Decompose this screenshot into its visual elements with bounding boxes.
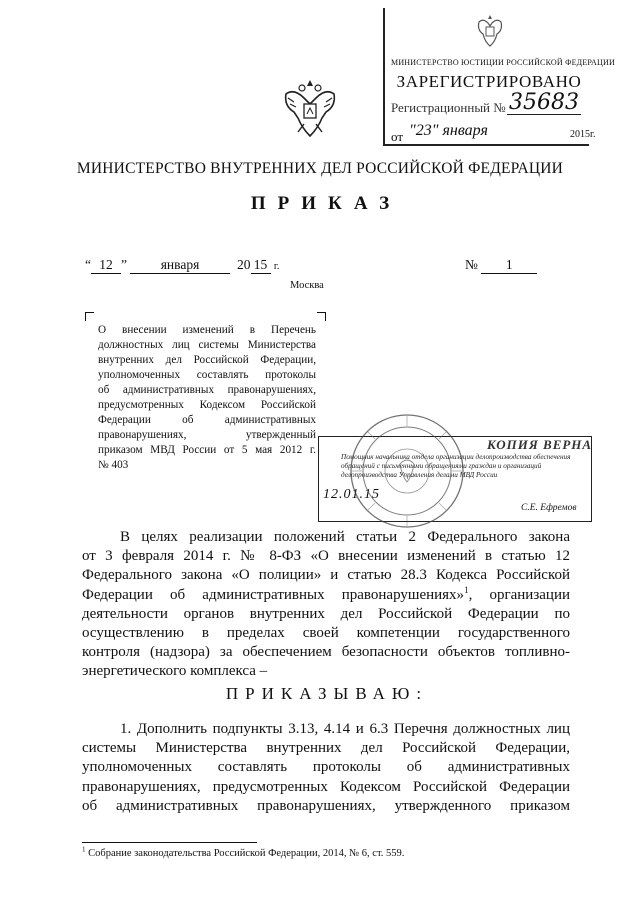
close-quote: ” <box>121 257 127 272</box>
year-prefix: 20 <box>237 257 251 272</box>
registration-stamp <box>383 8 615 146</box>
item-line: системы Министерства внутренних дел Российской Федерации, <box>82 740 570 757</box>
subject-line: внутренних дел Российской Федерации, <box>98 354 316 366</box>
subject-line: об административных правонарушениях, <box>98 384 316 396</box>
registration-number: 35683 <box>509 90 579 115</box>
registration-year: 2015г. <box>570 129 596 140</box>
day-value: 12 <box>91 257 121 274</box>
registration-ministry: МИНИСТЕРСТВО ЮСТИЦИИ РОССИЙСКОЙ ФЕДЕРАЦИИ <box>391 58 615 67</box>
subject-line: О внесении изменений в Перечень <box>98 324 316 336</box>
year-unit: г. <box>273 261 280 272</box>
order-month <box>130 257 230 274</box>
copy-stamp-signatory: С.Е. Ефремов <box>521 503 577 513</box>
registration-number-label: Регистрационный № <box>391 100 506 115</box>
registration-date-prefix: от <box>391 129 404 144</box>
item-line: 1. Дополнить подпункты 3.13, 4.14 и 6.3 Перечня должностных лиц <box>120 721 570 737</box>
footnote-divider <box>82 842 257 843</box>
preamble-line: деятельности органов внутренних дел Российской Федерации по <box>82 605 570 622</box>
subject-corner-right <box>317 312 326 321</box>
copy-stamp-text: Помощник начальника отдела организации делопроизводства обеспечения обращений с письменными обращениями граждан и организаций делопроизводства Управления делами МВД России <box>341 453 571 479</box>
subject-line: приказом МВД России от 5 мая 2012 г. <box>98 444 316 456</box>
open-quote: “ <box>85 257 91 272</box>
preamble-line: осуществлению в пределах своей компетенции государственного <box>82 625 570 642</box>
preamble-line: от 3 февраля 2014 г. № 8-ФЗ «О внесении изменений в статью 12 <box>82 548 570 565</box>
footnote <box>82 845 405 859</box>
round-seal-icon <box>348 412 466 530</box>
preamble-line: энергетического комплекса – <box>82 663 268 680</box>
year-suffix: 15 <box>251 257 271 274</box>
subject-line: уполномоченных составлять протоколы <box>98 369 316 381</box>
number-value: 1 <box>481 257 537 274</box>
order-number <box>465 257 537 274</box>
order-day <box>85 257 127 274</box>
subject-line: правонарушениях, утвержденный <box>98 429 316 441</box>
item-line: уполномоченных составлять протоколы об административных <box>82 759 570 776</box>
item-line: правонарушениях, предусмотренных Кодексом Российской Федерации <box>82 778 570 795</box>
ministry-emblem-icon <box>473 12 507 50</box>
subject-corner-left <box>85 312 94 321</box>
preamble-line: В целях реализации положений статьи 2 Федерального закона <box>120 529 570 545</box>
copy-stamp-date: 12.01.15 <box>323 487 380 502</box>
preamble-line-tail: , организации <box>468 586 570 603</box>
footnote-ref[interactable]: 1 <box>464 584 469 595</box>
preamble-line: контроля (надзора) за обеспечением безопасности объектов топливно- <box>82 644 570 661</box>
month-value: января <box>130 257 230 274</box>
preamble-line <box>82 586 570 605</box>
order-item-1 <box>82 720 570 816</box>
order-subject <box>98 323 316 473</box>
subject-line: Федерации об административных <box>98 414 316 426</box>
ministry-heading: МИНИСТЕРСТВО ВНУТРЕННИХ ДЕЛ РОССИЙСКОЙ ФЕДЕРАЦИИ <box>76 160 564 177</box>
subject-line: № 403 <box>98 459 129 471</box>
subject-line: должностных лиц системы Министерства <box>98 339 316 351</box>
registration-date: "23" января <box>409 122 488 139</box>
registration-status: ЗАРЕГИСТРИРОВАНО <box>396 72 582 91</box>
footnote-marker: 1 <box>82 845 86 854</box>
document-title: ПРИКАЗ <box>250 193 402 214</box>
item-line: об административных правонарушениях, утвержденного приказом <box>82 797 570 814</box>
order-year <box>237 257 279 274</box>
orders-heading: ПРИКАЗЫВАЮ: <box>225 684 429 703</box>
coat-of-arms-icon <box>282 78 338 140</box>
copy-stamp-title: КОПИЯ ВЕРНА <box>487 437 593 452</box>
preamble-line-text: Федерации об административных правонарушениях» <box>82 586 465 603</box>
preamble-line: Федерального закона «О полиции» и статью 28.3 Кодекса Российской <box>82 567 570 584</box>
subject-line: предусмотренных Кодексом Российской <box>98 399 316 411</box>
number-sign: № <box>465 257 478 272</box>
preamble-paragraph <box>82 528 570 682</box>
footnote-text: Собрание законодательства Российской Федерации, 2014, № 6, ст. 559. <box>88 848 405 859</box>
city: Москва <box>290 280 324 291</box>
